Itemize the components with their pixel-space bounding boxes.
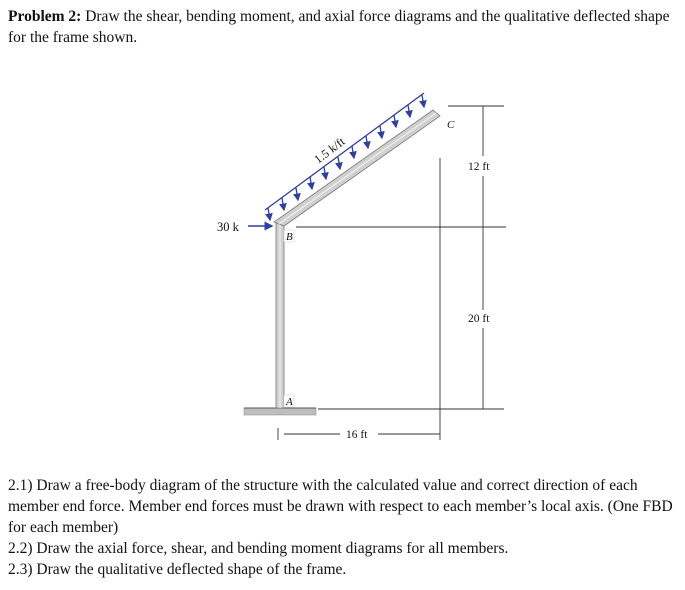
dim-12ft-label: 12 ft: [468, 161, 490, 173]
question-2-2: 2.2) Draw the axial force, shear, and bending moment diagrams for all members.: [8, 540, 509, 557]
question-list: [8, 475, 683, 580]
point-load-label: 30 k: [217, 220, 239, 234]
fixed-support: [244, 408, 316, 415]
distributed-load: [265, 93, 424, 220]
load-top-line: [265, 93, 424, 210]
question-2-3: 2.3) Draw the qualitative deflected shape of the frame.: [8, 561, 347, 578]
dim-16ft-label: 16 ft: [346, 429, 368, 441]
column-ab: [276, 222, 284, 408]
dim-20ft-label: 20 ft: [468, 313, 490, 325]
problem-label: Problem 2:: [8, 8, 82, 25]
joint-c-label: C: [447, 119, 455, 131]
point-load: [217, 220, 272, 234]
distributed-load-label: 1.5 k/ft: [311, 134, 348, 167]
joint-a-label: A: [286, 396, 293, 408]
problem-text: Draw the shear, bending moment, and axial force diagrams and the qualitative deflected shape for the frame shown.: [8, 8, 670, 46]
question-2-1: 2.1) Draw a free-body diagram of the structure with the calculated value and correct direction of each member end force. Member end forces must be drawn with respect to each member’s local axis. (One FBD for each member): [8, 477, 673, 536]
inclined-member-bc: [274, 110, 440, 226]
joint-b-label: B: [286, 231, 293, 243]
